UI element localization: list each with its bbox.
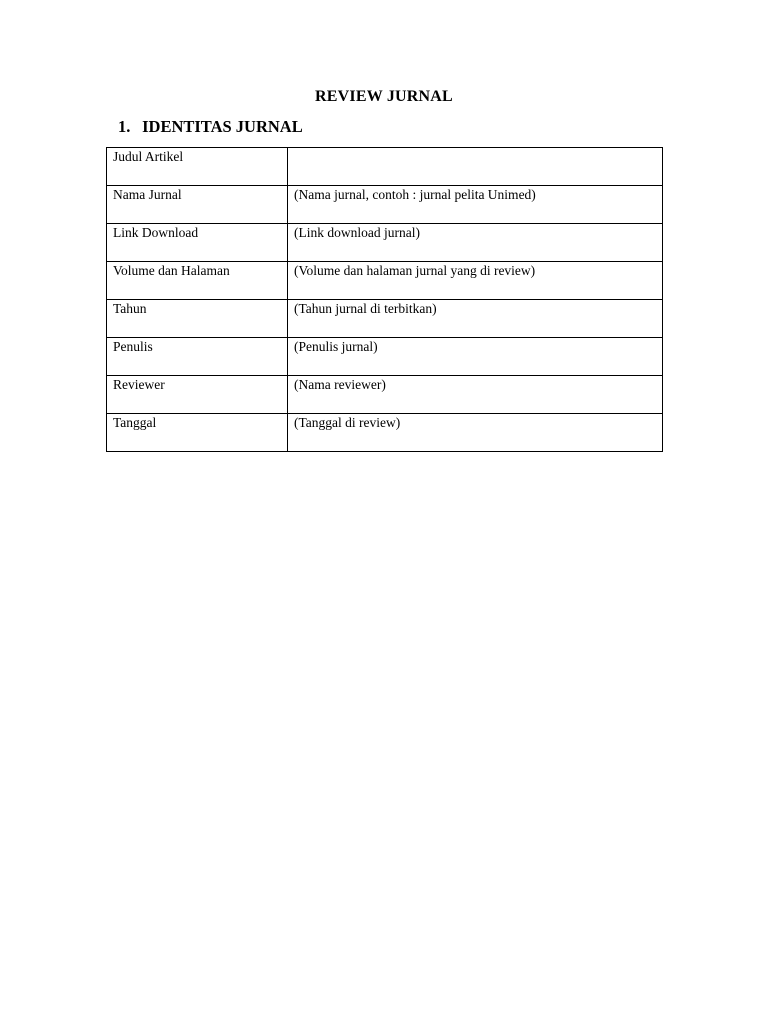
section-title: IDENTITAS JURNAL xyxy=(142,117,303,136)
table-row xyxy=(107,148,663,186)
row-label-judul-artikel: Judul Artikel xyxy=(107,148,288,186)
row-value-nama-jurnal: (Nama jurnal, contoh : jurnal pelita Unimed) xyxy=(288,186,663,224)
table-row xyxy=(107,376,663,414)
document-title: REVIEW JURNAL xyxy=(315,88,453,105)
row-label-link-download: Link Download xyxy=(107,224,288,262)
table-row xyxy=(107,338,663,376)
row-value-tanggal: (Tanggal di review) xyxy=(288,414,663,452)
table-row xyxy=(107,300,663,338)
row-value-volume-halaman: (Volume dan halaman jurnal yang di review) xyxy=(288,262,663,300)
journal-identity-table xyxy=(106,147,663,452)
row-value-link-download: (Link download jurnal) xyxy=(288,224,663,262)
row-label-reviewer: Reviewer xyxy=(107,376,288,414)
section-heading xyxy=(118,117,303,137)
row-value-reviewer: (Nama reviewer) xyxy=(288,376,663,414)
row-value-penulis: (Penulis jurnal) xyxy=(288,338,663,376)
table-row xyxy=(107,414,663,452)
row-label-nama-jurnal: Nama Jurnal xyxy=(107,186,288,224)
row-label-tahun: Tahun xyxy=(107,300,288,338)
section-number: 1. xyxy=(118,117,131,136)
row-value-tahun: (Tahun jurnal di terbitkan) xyxy=(288,300,663,338)
table-row xyxy=(107,224,663,262)
table-row xyxy=(107,262,663,300)
table-row xyxy=(107,186,663,224)
row-label-volume-halaman: Volume dan Halaman xyxy=(107,262,288,300)
row-value-judul-artikel xyxy=(288,148,663,186)
row-label-tanggal: Tanggal xyxy=(107,414,288,452)
row-label-penulis: Penulis xyxy=(107,338,288,376)
